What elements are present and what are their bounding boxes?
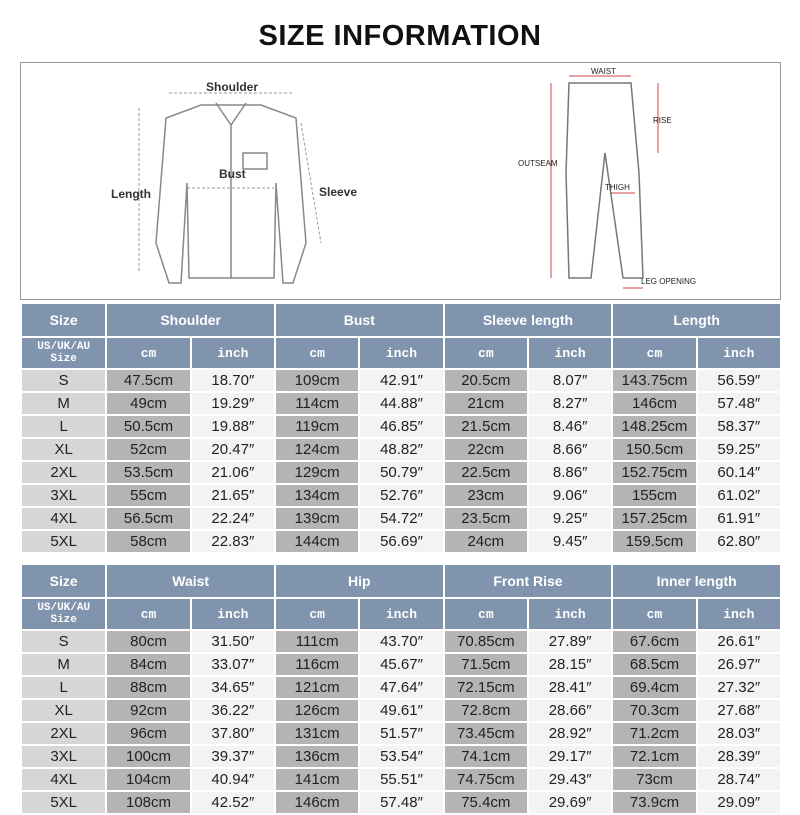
unit-cm-header: cm [107,338,189,368]
cm-cell: 55cm [107,485,189,506]
group-header: Hip [276,565,443,597]
outseam-label: OUTSEAM [518,159,558,168]
cm-cell: 155cm [613,485,695,506]
cm-cell: 108cm [107,792,189,813]
table-row [22,631,780,652]
cm-cell: 74.75cm [445,769,527,790]
page-title: SIZE INFORMATION [258,20,542,52]
cm-cell: 129cm [276,462,358,483]
unit-inch-header: inch [698,599,780,629]
cm-cell: 72.1cm [613,746,695,767]
cm-cell: 131cm [276,723,358,744]
length-label: Length [111,187,151,201]
size-sub-header-text [22,602,105,626]
cm-cell: 53.5cm [107,462,189,483]
cm-cell: 92cm [107,700,189,721]
cm-cell: 21.5cm [445,416,527,437]
size-cell: 5XL [22,792,105,813]
inch-cell: 61.02″ [698,485,780,506]
table-row [22,370,780,391]
cm-cell: 119cm [276,416,358,437]
size-sub-line: Size [50,353,77,365]
cm-cell: 24cm [445,531,527,552]
inch-cell: 28.15″ [529,654,611,675]
inch-cell: 57.48″ [698,393,780,414]
inch-cell: 9.25″ [529,508,611,529]
unit-cm-header: cm [613,338,695,368]
cm-cell: 70.85cm [445,631,527,652]
inch-cell: 20.47″ [192,439,274,460]
inch-cell: 45.67″ [360,654,442,675]
unit-inch-header: inch [192,599,274,629]
unit-header-row [22,599,780,629]
cm-cell: 21cm [445,393,527,414]
cm-cell: 96cm [107,723,189,744]
group-header-row [22,304,780,336]
table-row [22,531,780,552]
shoulder-label: Shoulder [206,80,259,94]
cm-cell: 84cm [107,654,189,675]
size-cell: 4XL [22,508,105,529]
group-header-row [22,565,780,597]
shirt-drawing [156,103,306,283]
cm-cell: 126cm [276,700,358,721]
cm-cell: 71.2cm [613,723,695,744]
unit-cm-header: cm [276,338,358,368]
cm-cell: 50.5cm [107,416,189,437]
cm-cell: 49cm [107,393,189,414]
inch-cell: 46.85″ [360,416,442,437]
cm-cell: 121cm [276,677,358,698]
size-cell: XL [22,439,105,460]
inch-cell: 29.09″ [698,792,780,813]
sleeve-label: Sleeve [319,185,358,199]
cm-cell: 152.75cm [613,462,695,483]
inch-cell: 27.68″ [698,700,780,721]
inch-cell: 28.66″ [529,700,611,721]
inch-cell: 61.91″ [698,508,780,529]
inch-cell: 39.37″ [192,746,274,767]
size-sub-header [22,338,105,368]
unit-cm-header: cm [445,599,527,629]
size-cell: S [22,631,105,652]
inch-cell: 28.92″ [529,723,611,744]
size-diagram [20,62,781,300]
inch-cell: 34.65″ [192,677,274,698]
inch-cell: 59.25″ [698,439,780,460]
inch-cell: 28.03″ [698,723,780,744]
table-row [22,416,780,437]
inch-cell: 28.74″ [698,769,780,790]
cm-cell: 23.5cm [445,508,527,529]
inch-cell: 57.48″ [360,792,442,813]
cm-cell: 159.5cm [613,531,695,552]
size-cell: M [22,654,105,675]
thigh-label: THIGH [605,183,630,192]
cm-cell: 72.8cm [445,700,527,721]
cm-cell: 73.9cm [613,792,695,813]
table-row [22,700,780,721]
cm-cell: 20.5cm [445,370,527,391]
cm-cell: 23cm [445,485,527,506]
cm-cell: 141cm [276,769,358,790]
size-cell: 2XL [22,462,105,483]
table-row [22,393,780,414]
unit-inch-header: inch [529,338,611,368]
cm-cell: 139cm [276,508,358,529]
inch-cell: 51.57″ [360,723,442,744]
cm-cell: 73.45cm [445,723,527,744]
unit-inch-header: inch [192,338,274,368]
unit-cm-header: cm [613,599,695,629]
inch-cell: 19.88″ [192,416,274,437]
unit-inch-header: inch [360,599,442,629]
cm-cell: 100cm [107,746,189,767]
group-header: Inner length [613,565,780,597]
cm-cell: 72.15cm [445,677,527,698]
group-header: Shoulder [107,304,274,336]
inch-cell: 21.06″ [192,462,274,483]
cm-cell: 146cm [276,792,358,813]
inch-cell: 8.46″ [529,416,611,437]
cm-cell: 124cm [276,439,358,460]
table-row [22,485,780,506]
size-cell: 3XL [22,485,105,506]
inch-cell: 28.39″ [698,746,780,767]
unit-cm-header: cm [107,599,189,629]
cm-cell: 70.3cm [613,700,695,721]
inch-cell: 8.07″ [529,370,611,391]
size-cell: L [22,416,105,437]
unit-inch-header: inch [698,338,780,368]
cm-cell: 22cm [445,439,527,460]
cm-cell: 80cm [107,631,189,652]
unit-inch-header: inch [529,599,611,629]
cm-cell: 148.25cm [613,416,695,437]
cm-cell: 47.5cm [107,370,189,391]
table-row [22,654,780,675]
size-cell: 3XL [22,746,105,767]
cm-cell: 71.5cm [445,654,527,675]
size-cell: S [22,370,105,391]
size-sub-line: US/UK/AU [37,602,91,614]
cm-cell: 67.6cm [613,631,695,652]
cm-cell: 109cm [276,370,358,391]
table-row [22,677,780,698]
size-cell: L [22,677,105,698]
waist-label: WAIST [591,67,617,76]
inch-cell: 58.37″ [698,416,780,437]
cm-cell: 58cm [107,531,189,552]
table-row [22,439,780,460]
cm-cell: 134cm [276,485,358,506]
size-cell: XL [22,700,105,721]
inch-cell: 53.54″ [360,746,442,767]
cm-cell: 74.1cm [445,746,527,767]
cm-cell: 111cm [276,631,358,652]
cm-cell: 22.5cm [445,462,527,483]
top-size-table [20,302,782,554]
inch-cell: 29.17″ [529,746,611,767]
table-row [22,746,780,767]
rise-label: RISE [653,116,672,125]
unit-cm-header: cm [445,338,527,368]
inch-cell: 33.07″ [192,654,274,675]
cm-cell: 144cm [276,531,358,552]
inch-cell: 26.97″ [698,654,780,675]
inch-cell: 8.27″ [529,393,611,414]
inch-cell: 60.14″ [698,462,780,483]
size-cell: 2XL [22,723,105,744]
cm-cell: 68.5cm [613,654,695,675]
inch-cell: 26.61″ [698,631,780,652]
cm-cell: 150.5cm [613,439,695,460]
inch-cell: 21.65″ [192,485,274,506]
size-cell: 4XL [22,769,105,790]
inch-cell: 28.41″ [529,677,611,698]
inch-cell: 18.70″ [192,370,274,391]
inch-cell: 8.66″ [529,439,611,460]
size-sub-line: US/UK/AU [37,341,91,353]
inch-cell: 31.50″ [192,631,274,652]
inch-cell: 42.52″ [192,792,274,813]
garment-illustration [21,63,780,299]
table-row [22,792,780,813]
size-header: Size [22,565,105,597]
cm-cell: 116cm [276,654,358,675]
inch-cell: 56.69″ [360,531,442,552]
inch-cell: 56.59″ [698,370,780,391]
cm-cell: 104cm [107,769,189,790]
table-row [22,769,780,790]
group-header: Waist [107,565,274,597]
cm-cell: 143.75cm [613,370,695,391]
inch-cell: 37.80″ [192,723,274,744]
inch-cell: 44.88″ [360,393,442,414]
cm-cell: 52cm [107,439,189,460]
table-row [22,462,780,483]
inch-cell: 36.22″ [192,700,274,721]
bottom-size-table [20,563,782,815]
cm-cell: 69.4cm [613,677,695,698]
cm-cell: 114cm [276,393,358,414]
unit-cm-header: cm [276,599,358,629]
cm-cell: 73cm [613,769,695,790]
pants-drawing [566,83,643,278]
inch-cell: 27.89″ [529,631,611,652]
cm-cell: 88cm [107,677,189,698]
group-header: Bust [276,304,443,336]
cm-cell: 136cm [276,746,358,767]
inch-cell: 49.61″ [360,700,442,721]
inch-cell: 9.45″ [529,531,611,552]
size-sub-line: Size [50,614,77,626]
inch-cell: 29.69″ [529,792,611,813]
unit-inch-header: inch [360,338,442,368]
inch-cell: 9.06″ [529,485,611,506]
inch-cell: 8.86″ [529,462,611,483]
table-row [22,508,780,529]
size-sub-header [22,599,105,629]
cm-cell: 157.25cm [613,508,695,529]
inch-cell: 55.51″ [360,769,442,790]
unit-header-row [22,338,780,368]
bust-label: Bust [219,167,246,181]
group-header: Length [613,304,780,336]
inch-cell: 22.24″ [192,508,274,529]
inch-cell: 22.83″ [192,531,274,552]
size-header: Size [22,304,105,336]
inch-cell: 50.79″ [360,462,442,483]
table-row [22,723,780,744]
group-header: Sleeve length [445,304,612,336]
inch-cell: 19.29″ [192,393,274,414]
inch-cell: 52.76″ [360,485,442,506]
inch-cell: 54.72″ [360,508,442,529]
inch-cell: 43.70″ [360,631,442,652]
size-cell: 5XL [22,531,105,552]
leg-opening-label: LEG OPENING [641,277,697,286]
inch-cell: 27.32″ [698,677,780,698]
inch-cell: 29.43″ [529,769,611,790]
inch-cell: 42.91″ [360,370,442,391]
inch-cell: 40.94″ [192,769,274,790]
inch-cell: 48.82″ [360,439,442,460]
group-header: Front Rise [445,565,612,597]
size-cell: M [22,393,105,414]
cm-cell: 75.4cm [445,792,527,813]
size-sub-header-text [22,341,105,365]
inch-cell: 47.64″ [360,677,442,698]
cm-cell: 146cm [613,393,695,414]
cm-cell: 56.5cm [107,508,189,529]
inch-cell: 62.80″ [698,531,780,552]
